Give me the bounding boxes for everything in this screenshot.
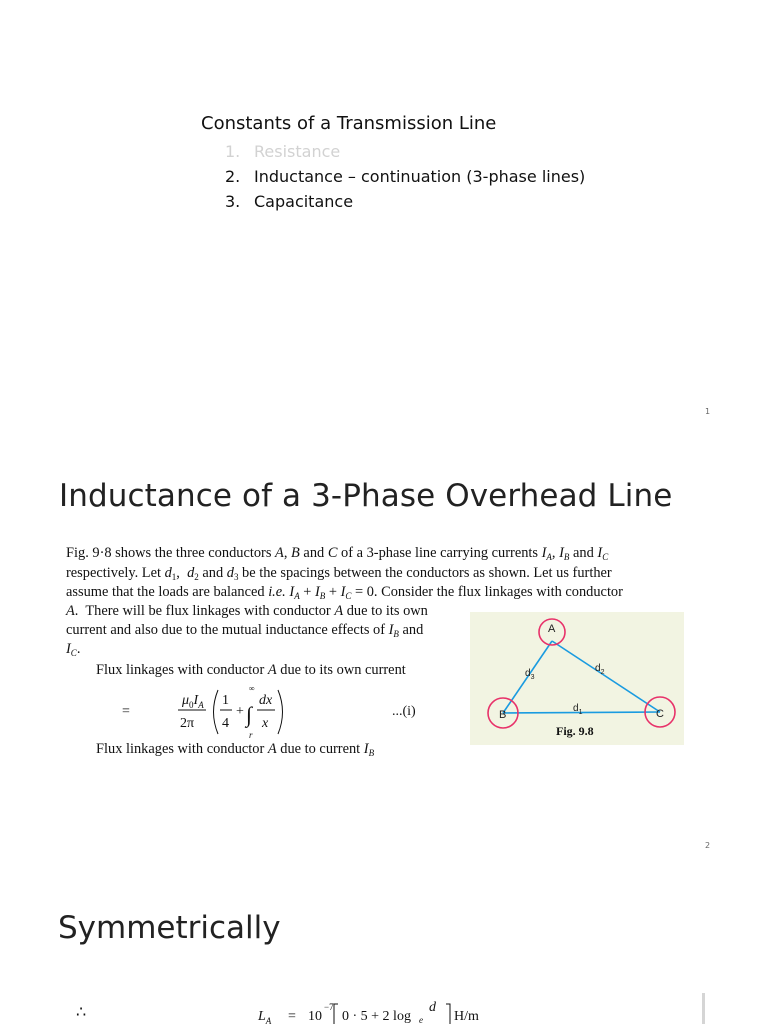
svg-text:dx: dx xyxy=(259,693,273,708)
slide2-title: Inductance of a 3-Phase Overhead Line xyxy=(59,478,673,514)
flux-ib-text: Flux linkages with conductor A due to current $I_B$ xyxy=(96,741,375,758)
list-text: Resistance xyxy=(254,142,341,161)
svg-text:d: d xyxy=(429,1000,436,1015)
paragraph-line-5: current and also due to the mutual inductance effects of $I_B$ and xyxy=(66,622,424,639)
label-b: B xyxy=(499,709,507,721)
svg-text:+: + xyxy=(236,704,244,719)
list-item-capacitance xyxy=(225,192,353,211)
svg-text:x: x xyxy=(262,716,269,731)
label-d1: $d_1$ xyxy=(573,703,583,716)
edge-ac xyxy=(552,641,660,712)
paragraph-line-3: assume that the loads are balanced i.e. $I_A + I_B + I_C = 0$. Consider the flux linkages with conductor xyxy=(66,584,623,601)
label-c: C xyxy=(656,708,664,720)
svg-text:2π: 2π xyxy=(180,716,195,731)
equation-label: ...(i) xyxy=(392,704,416,719)
svg-text:0 · 5 + 2 log: 0 · 5 + 2 log xyxy=(342,1009,411,1024)
paragraph-line-1: Fig. 9·8 shows the three conductors A, B and C of a 3-phase line carrying currents $I_A$, $I_B$ and $I_C$ xyxy=(66,545,609,562)
slide3-title: Symmetrically xyxy=(58,910,281,946)
list-number: 3. xyxy=(225,192,241,211)
list-number: 1. xyxy=(225,142,241,161)
unit-label: H/m xyxy=(454,1009,479,1024)
paragraph-line-4: A. There will be flux linkages with conductor A due to its own xyxy=(66,603,428,619)
svg-text:r: r xyxy=(249,730,253,740)
svg-text:∞: ∞ xyxy=(249,684,255,693)
svg-text:=: = xyxy=(122,704,130,719)
figure-box xyxy=(470,612,684,745)
inductance-equation xyxy=(250,992,500,1024)
svg-text:e: e xyxy=(419,1015,423,1024)
list-number: 2. xyxy=(225,167,241,186)
page-number-2: 2 xyxy=(705,841,711,850)
eq-numerator: $\mu_0I_A$ xyxy=(182,693,204,710)
triangle-diagram xyxy=(470,612,684,745)
label-d2: $d_2$ xyxy=(595,663,605,676)
list-text: Inductance – continuation (3-phase lines) xyxy=(254,167,586,186)
svg-text:LA: $L_A$ xyxy=(258,1009,272,1024)
list-text: Capacitance xyxy=(254,192,354,211)
svg-text:=: = xyxy=(288,1009,296,1024)
list-item-resistance xyxy=(225,142,340,161)
label-a: A xyxy=(548,623,556,635)
svg-text:−7: −7 xyxy=(324,1002,334,1012)
figure-caption: Fig. 9.8 xyxy=(556,724,594,738)
flux-own-text: Flux linkages with conductor A due to its own current xyxy=(96,662,406,678)
paragraph-line-6: $I_C$. xyxy=(66,641,81,658)
list-item-inductance xyxy=(225,167,585,186)
svg-text:4: 4 xyxy=(222,716,229,731)
flux-equation xyxy=(110,682,450,740)
slide1-title: Constants of a Transmission Line xyxy=(201,113,497,134)
svg-text:10: 10 xyxy=(308,1009,322,1024)
scrollbar-fragment xyxy=(702,993,705,1024)
svg-text:∫: ∫ xyxy=(246,702,253,727)
paragraph-line-2: respectively. Let $d_1$, $d_2$ and $d_3$ be the spacings between the conductors as shown. Let us further xyxy=(66,565,612,582)
label-d3: $d_3$ xyxy=(525,668,535,681)
page-number-1: 1 xyxy=(705,407,711,416)
svg-text:1: 1 xyxy=(222,693,229,708)
therefore-symbol: ∴ xyxy=(76,1004,87,1021)
